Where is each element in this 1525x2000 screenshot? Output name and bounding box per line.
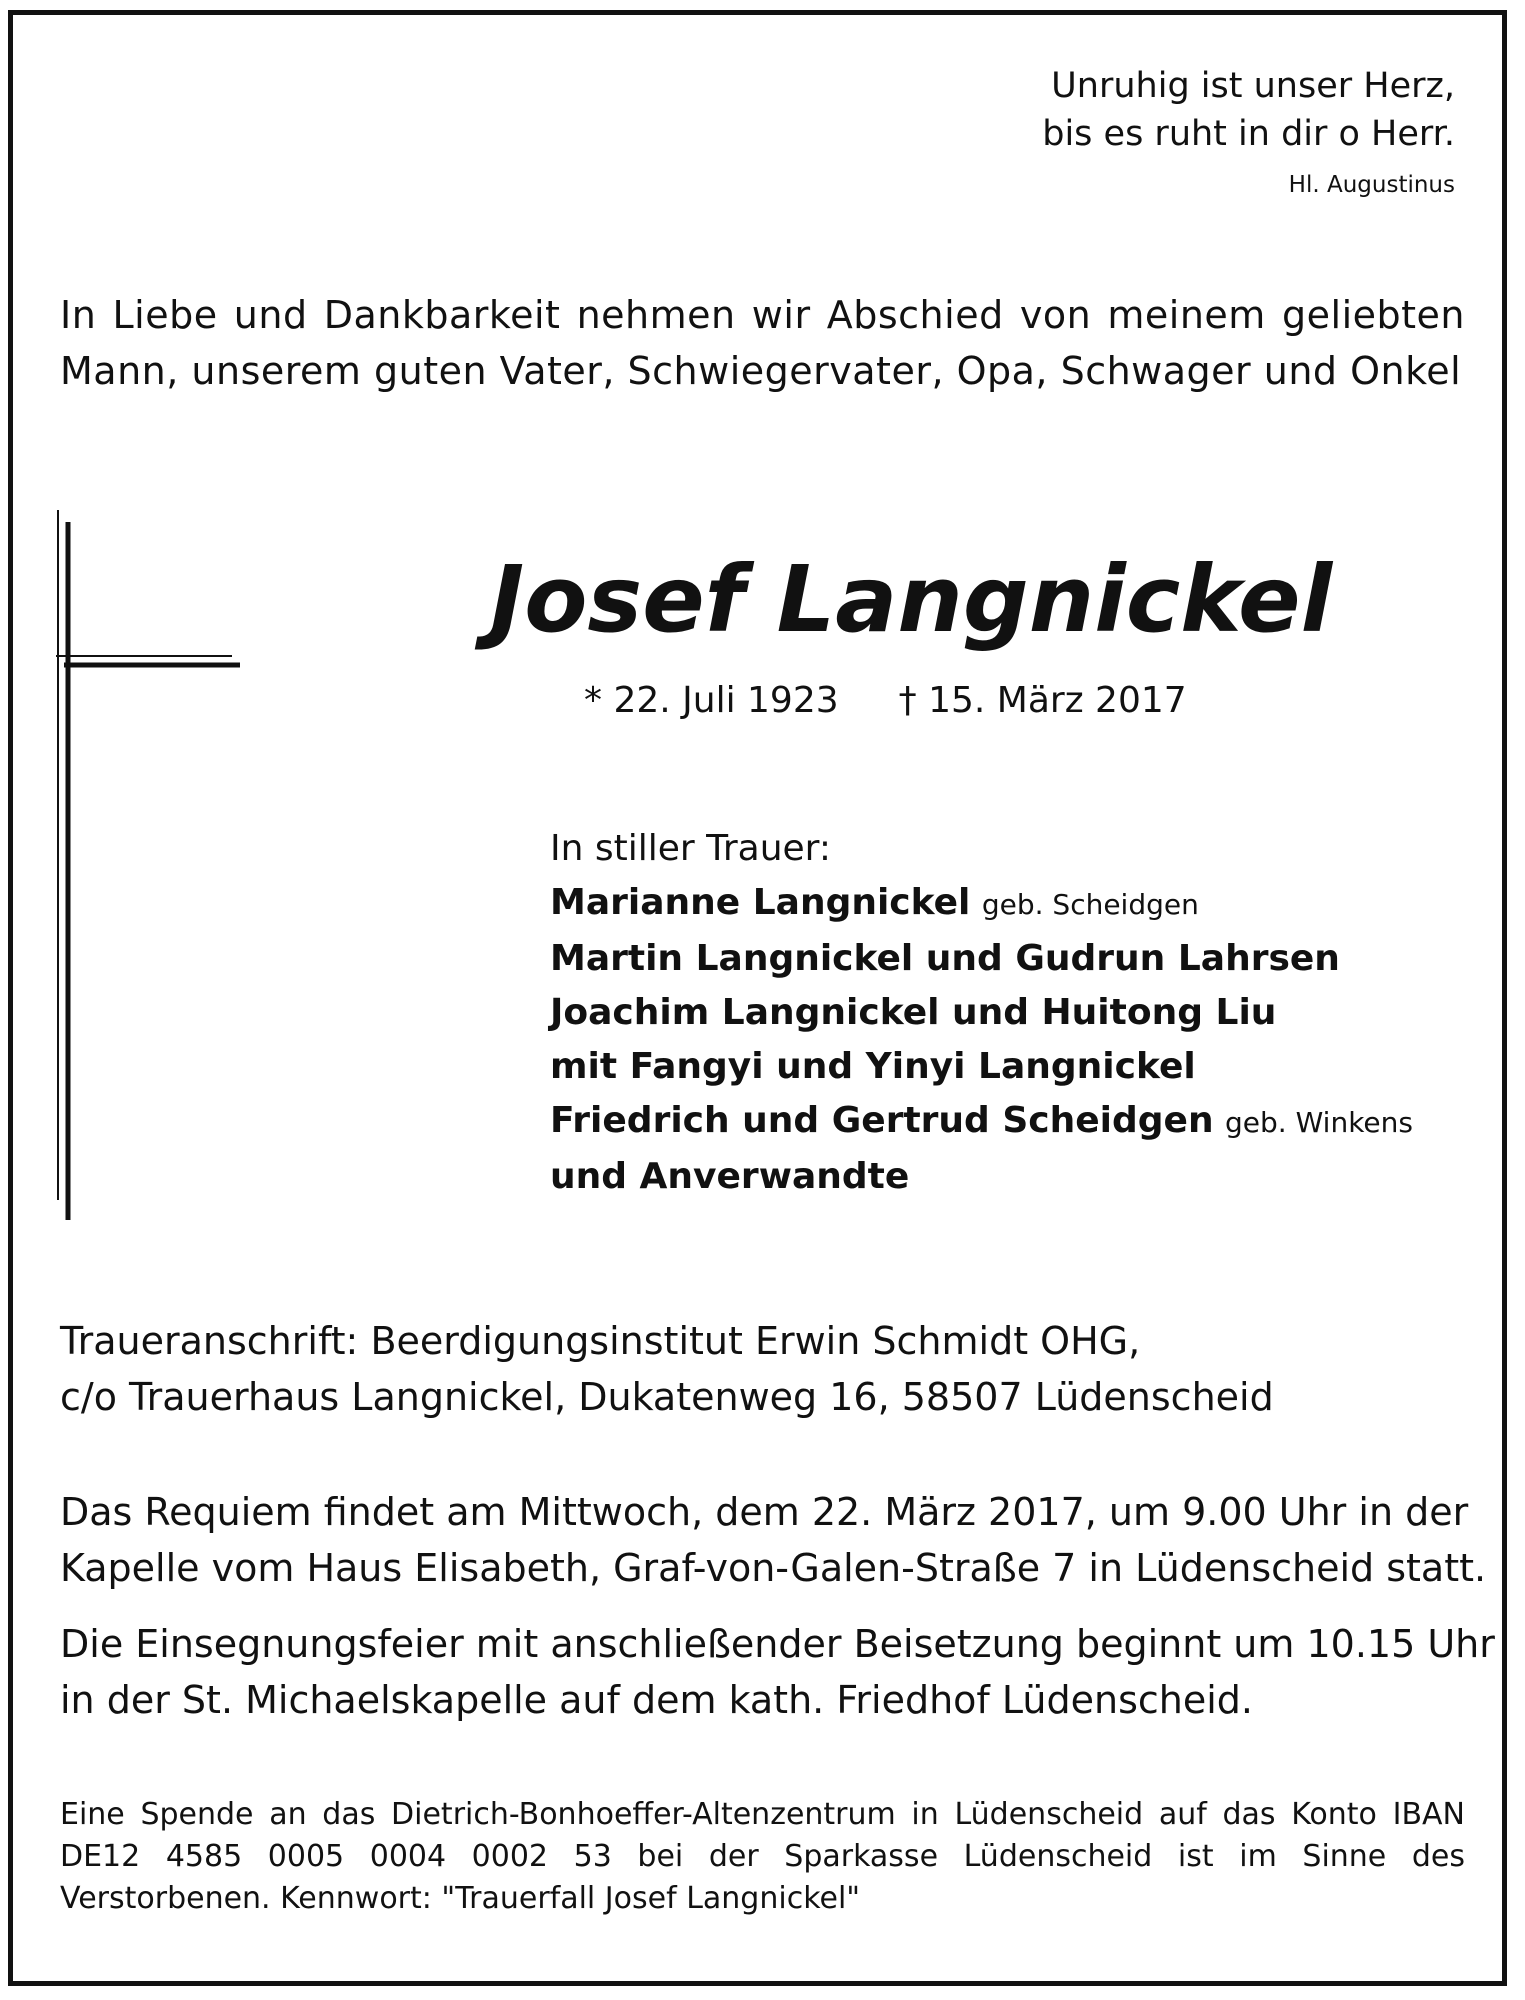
mourners-heading: In stiller Trauer:: [550, 828, 831, 869]
address-line-1: Traueranschrift: Beerdigungsinstitut Erwin Schmidt OHG,: [60, 1319, 1141, 1363]
mourner-name: Friedrich und Gertrud Scheidgen: [550, 1100, 1214, 1141]
mourners-list: [550, 822, 1413, 1204]
ceremony-line-1: Die Einsegnungsfeier mit anschließender Beisetzung beginnt um 10.15 Uhr: [60, 1622, 1495, 1666]
life-dates: [584, 675, 1187, 727]
mourner-name: mit Fangyi und Yinyi Langnickel: [550, 1046, 1196, 1087]
mourner-name: Martin Langnickel und Gudrun Lahrsen: [550, 938, 1340, 979]
mourner-row: [550, 1150, 1413, 1204]
requiem-line-2: Kapelle vom Haus Elisabeth, Graf-von-Galen-Straße 7 in Lüdenscheid statt.: [60, 1546, 1487, 1590]
requiem-info: [60, 1484, 1487, 1596]
mourner-name: und Anverwandte: [550, 1156, 910, 1197]
deceased-name: Josef Langnickel: [490, 546, 1333, 653]
mourner-row: [550, 986, 1413, 1040]
intro-text: In Liebe und Dankbarkeit nehmen wir Abschied von meinem geliebten Mann, unserem guten Vater, Schwiegervater, Opa, Schwager und Onkel: [60, 293, 1465, 393]
address-line-2: c/o Trauerhaus Langnickel, Dukatenweg 16, 58507 Lüdenscheid: [60, 1375, 1274, 1419]
birth-date: * 22. Juli 1923: [584, 680, 839, 721]
requiem-line-1: Das Requiem findet am Mittwoch, dem 22. März 2017, um 9.00 Uhr in der: [60, 1490, 1469, 1534]
mourner-maiden-name: geb. Winkens: [1225, 1106, 1413, 1139]
mourner-row: [550, 1094, 1413, 1150]
ceremony-line-2: in der St. Michaelskapelle auf dem kath. Friedhof Lüdenscheid.: [60, 1678, 1253, 1722]
mourner-row: [550, 932, 1413, 986]
mourner-name: Marianne Langnickel: [550, 882, 971, 923]
mourner-row: [550, 1040, 1413, 1094]
quote-line-1: Unruhig ist unser Herz,: [1051, 66, 1455, 106]
donation-notice: Eine Spende an das Dietrich-Bonhoeffer-Altenzentrum in Lüdenscheid auf das Konto IBAN DE12 4585 0005 0004 0002 53 bei der Sparkasse Lüdenscheid ist im Sinne des Verstorbenen. Kennwort: "Trauerfall Josef Langnickel": [60, 1797, 1465, 1916]
quote-author: Hl. Augustinus: [1288, 172, 1455, 198]
mourning-address: [60, 1313, 1274, 1425]
mourner-row: [550, 876, 1413, 932]
quote-line-2: bis es ruht in dir o Herr.: [1042, 114, 1455, 154]
cross-icon: [56, 502, 246, 1222]
ceremony-info: [60, 1616, 1495, 1728]
epigraph-quote: [1042, 62, 1455, 200]
mourner-name: Joachim Langnickel und Huitong Liu: [550, 992, 1277, 1033]
death-date: † 15. März 2017: [898, 680, 1187, 721]
mourner-maiden-name: geb. Scheidgen: [981, 888, 1199, 921]
